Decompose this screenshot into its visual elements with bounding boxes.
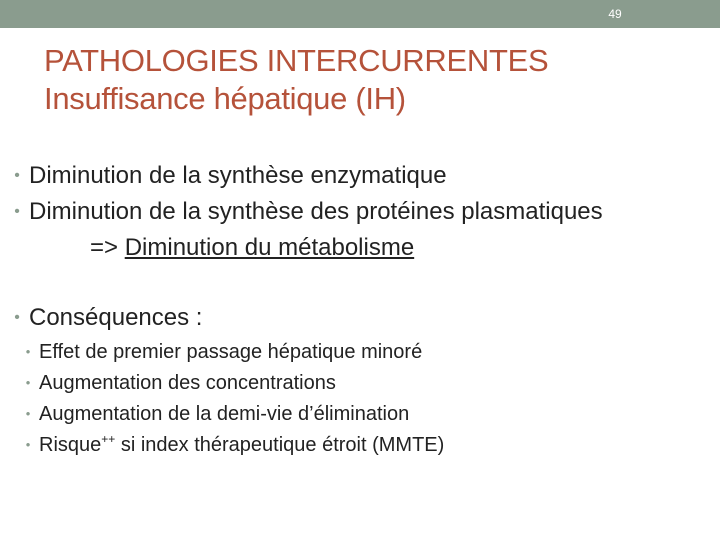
sub-bullet-text-a: Risque: [39, 434, 102, 456]
sub-bullet-dot-icon: •: [25, 406, 31, 421]
sub-bullet-dot-icon: •: [25, 375, 31, 390]
bullet-dot-icon: •: [14, 203, 20, 220]
bullet-synthese-enzymatique: [5, 161, 715, 191]
slide-title: [44, 42, 704, 118]
bullet-text: Conséquences :: [29, 304, 203, 331]
title-line-2: Insuffisance hépatique (IH): [44, 81, 406, 116]
bullet-dot-icon: •: [14, 167, 20, 184]
sub-bullet-dot-icon: •: [25, 344, 31, 359]
sub-bullet-text: Augmentation de la demi-vie d’élimination: [39, 403, 410, 425]
bullet-synthese-proteines: [5, 197, 715, 227]
bullet-text: Diminution de la synthèse des protéines plasmatiques: [29, 198, 603, 225]
sub-bullet-dot-icon: •: [25, 437, 31, 452]
consequence-line: [90, 233, 414, 263]
page-number: 49: [608, 7, 622, 21]
sub-bullet-premier-passage: [20, 339, 710, 365]
sub-bullet-concentrations: [20, 370, 710, 396]
bullet-consequences: [5, 303, 715, 333]
bullet-text: Diminution de la synthèse enzymatique: [29, 162, 447, 189]
sub-bullet-text: Effet de premier passage hépatique minoré: [39, 341, 423, 363]
sub-bullet-text: Augmentation des concentrations: [39, 372, 336, 394]
sub-bullet-text-b: si index thérapeutique étroit (MMTE): [115, 434, 445, 456]
title-line-1: PATHOLOGIES INTERCURRENTES: [44, 43, 549, 78]
underlined-text: Diminution du métabolisme: [124, 234, 415, 261]
arrow-text: =>: [90, 234, 119, 261]
sub-bullet-risque: [20, 432, 710, 458]
sub-bullet-demi-vie: [20, 401, 710, 427]
bullet-dot-icon: •: [14, 309, 20, 326]
top-bar: [0, 0, 720, 28]
superscript-plus: ++: [101, 432, 116, 446]
